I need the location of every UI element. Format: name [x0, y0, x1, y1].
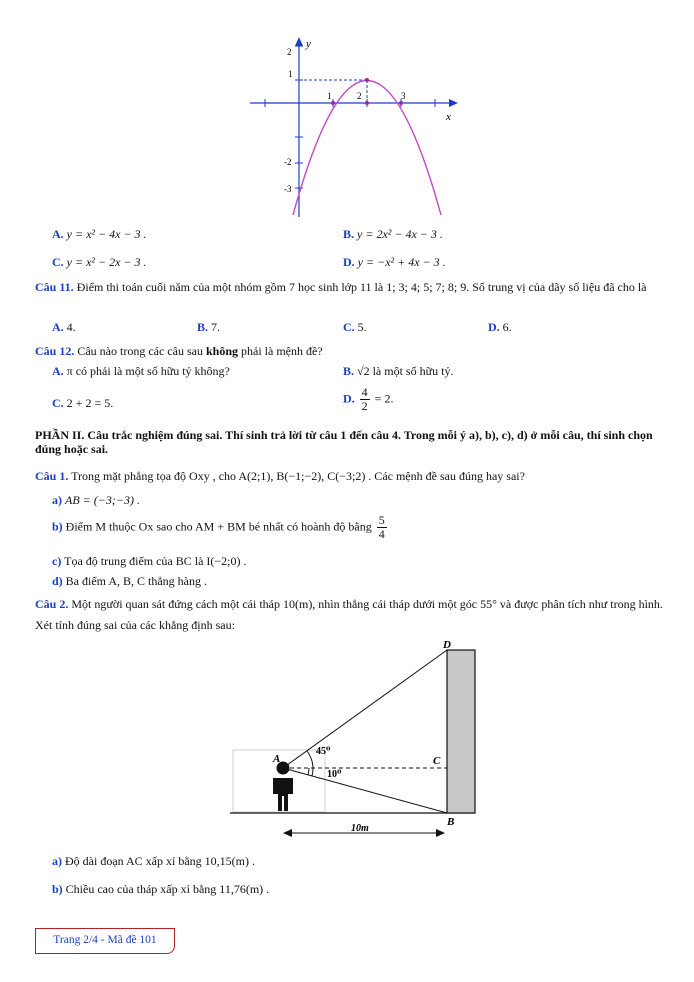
tick-y-2: 2 — [287, 47, 292, 57]
tick-x-2: 2 — [357, 91, 362, 101]
part2-heading: PHẦN II. Câu trắc nghiệm đúng sai. Thí sinh trả lời từ câu 1 đến câu 4. Trong mỗi ý a), b), c), d) ở mỗi câu, thí sinh chọn đúng hoặc sai. — [35, 428, 653, 456]
y-axis-label: y — [306, 38, 311, 50]
q10-option-d[interactable]: D. y = −x² + 4x − 3 . — [343, 255, 446, 269]
q12-option-c[interactable]: C. 2 + 2 = 5. — [52, 396, 114, 410]
q12-option-d[interactable]: D. $\frac{4}{2}$ = 2. — [343, 385, 394, 413]
q12-option-b[interactable]: B. √2 là một số hữu tỷ. — [343, 364, 454, 378]
fraction: $\frac{4}{2}$ — [361, 385, 368, 413]
p2q1-item-c[interactable]: c) Tọa độ trung điểm của BC là I(−2;0) . — [52, 554, 247, 568]
label-c: C — [433, 755, 441, 767]
q11-question: Câu 11. Điểm thi toán cuối năm của một nhóm gồm 7 học sinh lớp 11 là 1; 3; 4; 5; 7; 8; 9. Số trung vị của dãy số liệu đã cho là — [35, 280, 647, 294]
tick-y-neg3: -3 — [284, 184, 292, 194]
q10-option-c[interactable]: C. y = x² − 2x − 3 . — [52, 255, 147, 269]
q11-option-a[interactable]: A. 4. — [52, 320, 76, 334]
tick-x-3: 3 — [401, 91, 406, 101]
tower-figure — [225, 640, 485, 840]
q11-option-b[interactable]: B. 7. — [197, 320, 221, 334]
label-d: D — [443, 640, 451, 651]
q12-question: Câu 12. Câu nào trong các câu sau không phải là mệnh đề? — [35, 344, 323, 358]
q10-option-a[interactable]: A. y = x² − 4x − 3 . — [52, 227, 147, 241]
label-a: A — [273, 753, 281, 765]
tick-y-1: 1 — [288, 69, 293, 79]
x-axis-label: x — [446, 111, 451, 123]
label-b: B — [447, 816, 455, 828]
p2q2-item-b[interactable]: b) Chiều cao của tháp xấp xỉ bằng 11,76(m) . — [52, 882, 270, 896]
p2q2-question: Câu 2. Một người quan sát đứng cách một cái tháp 10(m), nhìn thẳng cái tháp dưới một góc 55° và được phân tích như trong hình. Xét tính đúng sai của các khẳng định sau: — [35, 597, 663, 632]
p2q1-item-a[interactable]: a) AB = (−3;−3) . — [52, 493, 140, 507]
tick-x-1: 1 — [327, 91, 332, 101]
footer-text: Trang 2/4 - Mã đề 101 — [53, 934, 157, 946]
p2q1-item-d[interactable]: d) Ba điểm A, B, C thẳng hàng . — [52, 574, 207, 588]
q11-option-d[interactable]: D. 6. — [488, 320, 512, 334]
fraction: $\frac{5}{4}$ — [378, 513, 385, 541]
distance-label: 10m — [351, 823, 369, 834]
q10-option-b[interactable]: B. y = 2x² − 4x − 3 . — [343, 227, 443, 241]
p2q1-item-b[interactable]: b) Điểm M thuộc Ox sao cho AM + BM bé nhất có hoành độ bằng $\frac{5}{4}$ — [52, 513, 385, 541]
tick-y-neg2: -2 — [284, 157, 292, 167]
p2q1-question: Câu 1. Trong mặt phẳng tọa độ Oxy , cho A(2;1), B(−1;−2), C(−3;2) . Các mệnh đề sau đúng hay sai? — [35, 469, 525, 483]
angle-10: 10⁰ — [327, 769, 342, 780]
page-footer — [35, 928, 175, 954]
q12-option-a[interactable]: A. π có phải là một số hữu tỷ không? — [52, 364, 230, 378]
angle-45: 45⁰ — [316, 746, 331, 757]
q11-option-c[interactable]: C. 5. — [343, 320, 367, 334]
parabola-graph — [250, 35, 460, 220]
p2q2-item-a[interactable]: a) Độ dài đoạn AC xấp xỉ bằng 10,15(m) . — [52, 854, 255, 868]
